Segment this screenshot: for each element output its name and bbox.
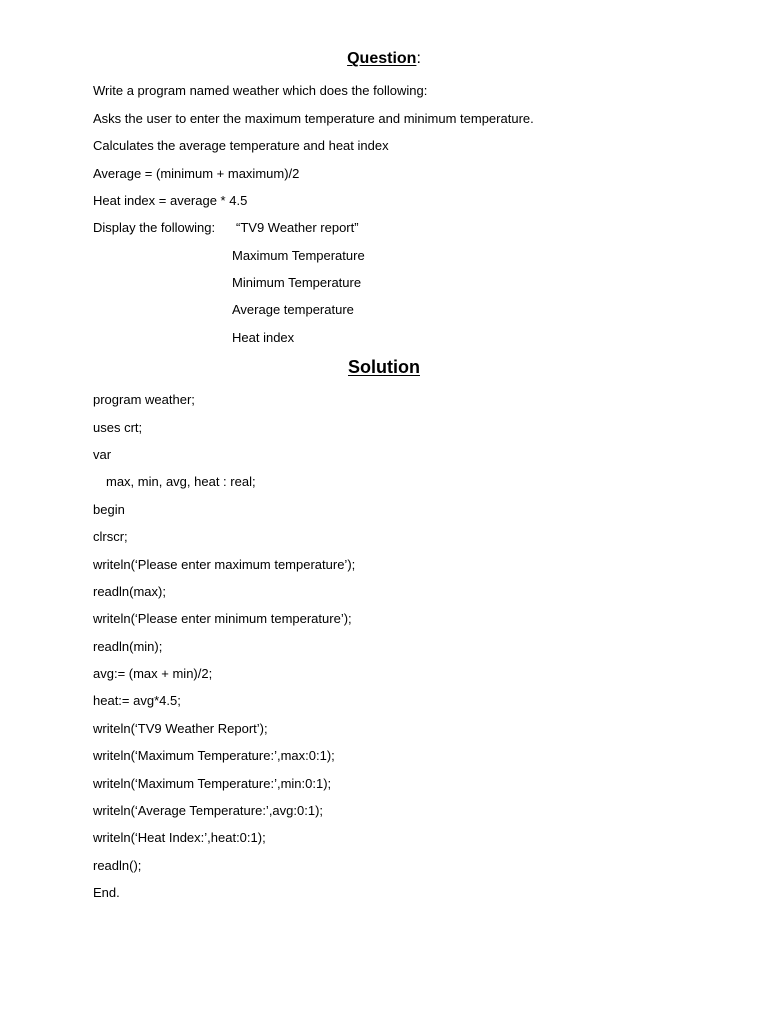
question-heading-colon: :: [416, 50, 421, 67]
code-line: writeln(‘Heat Index:’,heat:0:1);: [93, 830, 266, 845]
display-item-min-temp: Minimum Temperature: [232, 275, 362, 290]
code-line: readln(min);: [93, 639, 163, 654]
code-line: var: [93, 447, 112, 462]
code-line: program weather;: [93, 392, 195, 407]
question-line-1: Write a program named weather which does the following:: [93, 83, 428, 98]
display-label: Display the following:: [93, 220, 216, 235]
question-line-2: Asks the user to enter the maximum temperature and minimum temperature.: [93, 111, 534, 126]
code-line: writeln(‘TV9 Weather Report’);: [93, 721, 268, 736]
question-formula-average: Average = (minimum + maximum)/2: [93, 166, 300, 181]
code-line: writeln(‘Maximum Temperature:’,max:0:1);: [93, 748, 335, 763]
question-heading: [0, 50, 768, 68]
code-line: writeln(‘Please enter maximum temperature’);: [93, 557, 356, 572]
code-line: writeln(‘Maximum Temperature:’,min:0:1);: [93, 776, 332, 791]
question-line-3: Calculates the average temperature and heat index: [93, 138, 389, 153]
display-item-report-title: “TV9 Weather report”: [236, 220, 359, 235]
code-line: clrscr;: [93, 529, 128, 544]
code-line: heat:= avg*4.5;: [93, 693, 181, 708]
display-item-heat-index: Heat index: [232, 330, 295, 345]
code-line: avg:= (max + min)/2;: [93, 666, 213, 681]
display-item-max-temp: Maximum Temperature: [232, 248, 365, 263]
code-line: begin: [93, 502, 125, 517]
display-item-avg-temp: Average temperature: [232, 302, 354, 317]
code-line: max, min, avg, heat : real;: [106, 474, 256, 489]
question-formula-heat-index: Heat index = average * 4.5: [93, 193, 248, 208]
code-line: writeln(‘Average Temperature:’,avg:0:1);: [93, 803, 324, 818]
code-line: readln(max);: [93, 584, 166, 599]
code-line: End.: [93, 885, 120, 900]
code-line: writeln(‘Please enter minimum temperature’);: [93, 611, 352, 626]
question-heading-text: Question: [347, 50, 417, 67]
code-line: readln();: [93, 858, 142, 873]
code-line: uses crt;: [93, 420, 143, 435]
solution-heading: Solution: [348, 357, 420, 377]
